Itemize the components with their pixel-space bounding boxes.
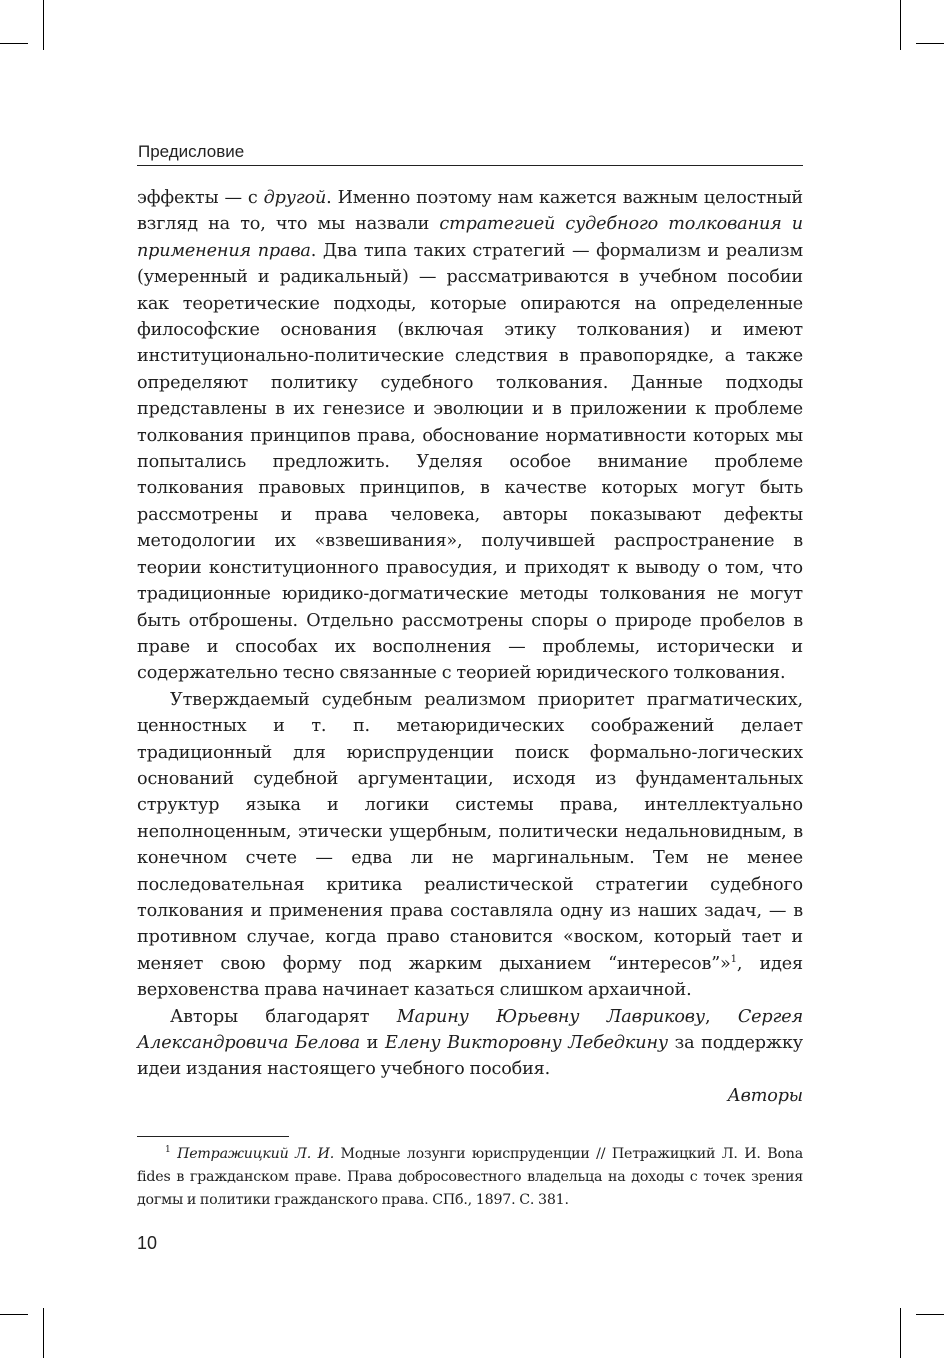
body-text bbox=[137, 185, 803, 1109]
italic-run: стратегией судебного толкования и применения права bbox=[137, 214, 803, 261]
italic-run: Марину Юрьевну Лаврикову bbox=[396, 1006, 705, 1027]
crop-mark bbox=[900, 1308, 901, 1358]
crop-mark bbox=[43, 1308, 44, 1358]
text-run: эффекты — с bbox=[137, 188, 264, 208]
crop-mark bbox=[916, 1314, 944, 1315]
paragraph-2 bbox=[137, 687, 803, 1004]
text-run: . Два типа таких стратегий — формализм и реализм (умеренный и радикальный) — рассматриваются в учебном пособии как теоретические подходы, которые опираются на определенные философские основания (включая этику толкования) и имеют институционально-политические следствия в правопорядке, а также определяют политику судебного толкования. Данные подходы представлены в их генезисе и эволюции и в приложении к проблеме толкования принципов права, обоснование нормативности которых мы попытались предложить. Уделяя особое внимание проблеме толкования правовых принципов, в качестве которых могут быть рассмотрены и права человека, авторы показывают дефекты методологии их «взвешивания», получившей распространение в теории конституционного правосудия, и приходят к выводу о том, что традиционные юридико-догматические методы толкования не могут быть отброшены. Отдельно рассмотрены споры о природе пробелов в праве и способах их восполнения — проблемы, исторически и содержательно тесно связанные с теорией юридического толкования. bbox=[137, 240, 803, 684]
crop-mark bbox=[900, 0, 901, 50]
footnote-marker: 1 bbox=[165, 1145, 171, 1155]
text-run: Утверждаемый судебным реализмом приоритет прагматических, ценностных и т. п. метаюридических соображений делает традиционный для юриспруденции поиск формально-логических оснований судебной аргументации, исходя из фундаментальных структур языка и логики системы права, интеллектуально неполноценным, этически ущербным, политически недальновидным, в конечном счете — едва ли не маргинальным. Тем не менее последовательная критика реалистической стратегии судебного толкования и применения права составляла одну из наших задач, — в противном случае, когда право становится «воском, который тает и меняет свою форму под жарким дыханием “интересов”» bbox=[137, 689, 803, 974]
paragraph-3 bbox=[137, 1004, 803, 1083]
footnote-author: Петражицкий Л. И. bbox=[177, 1146, 335, 1162]
italic-run: другой bbox=[263, 188, 327, 208]
text-run: , bbox=[704, 1006, 738, 1027]
crop-mark bbox=[916, 43, 944, 44]
running-header bbox=[137, 139, 803, 166]
footnote bbox=[137, 1143, 803, 1212]
text-run: и bbox=[359, 1033, 385, 1053]
text-run: . Именно поэтому нам кажется важным целостный взгляд на то, что мы назвали bbox=[137, 188, 803, 235]
footnote-body: Модные лозунги юриспруденции // Петражицкий Л. И. Bona fides в гражданском праве. Права добросовестного владельца на доходы с точек зрения догмы и политики гражданского права. СПб., 1897. С. 381. bbox=[137, 1146, 803, 1208]
text-run: за поддержку идеи издания настоящего учебного пособия. bbox=[137, 1033, 803, 1080]
crop-mark bbox=[0, 1314, 28, 1315]
crop-mark bbox=[43, 0, 44, 50]
page-number: 10 bbox=[137, 1233, 158, 1253]
paragraph-1 bbox=[137, 185, 803, 687]
text-run: Авторы благодарят bbox=[170, 1006, 397, 1027]
italic-run: Елену Викторовну Лебедкину bbox=[384, 1033, 668, 1053]
signature: Авторы bbox=[727, 1085, 803, 1106]
italic-run: Сергея Александровича Белова bbox=[137, 1006, 804, 1053]
footnote-text bbox=[137, 1143, 803, 1212]
crop-mark bbox=[0, 43, 28, 44]
header-title: Предисловие bbox=[138, 142, 245, 161]
footnote-divider bbox=[137, 1136, 289, 1137]
text-run: , идея верховенства права начинает казаться слишком архаичной. bbox=[137, 953, 804, 1001]
footnote-ref[interactable]: 1 bbox=[730, 953, 737, 965]
